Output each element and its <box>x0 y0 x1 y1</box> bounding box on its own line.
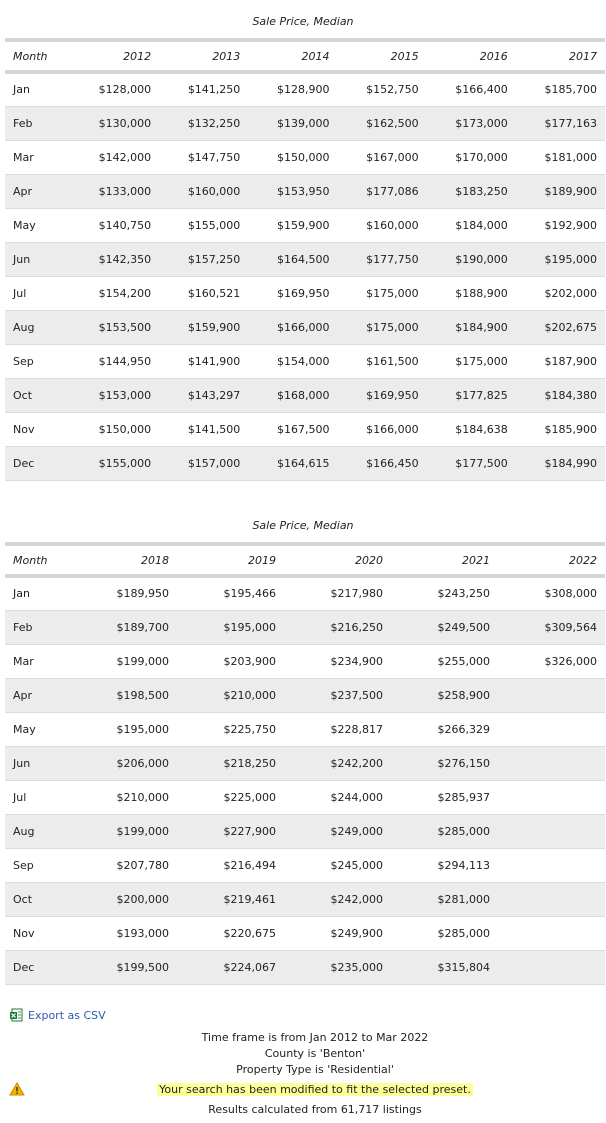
price-cell: $245,000 <box>330 858 383 872</box>
price-cell: $183,250 <box>455 184 508 198</box>
price-cell: $147,750 <box>187 150 241 164</box>
price-cell: $309,564 <box>544 620 597 634</box>
excel-icon <box>9 1008 23 1022</box>
month-cell: Feb <box>13 116 33 130</box>
table-row <box>5 916 605 950</box>
month-cell: Sep <box>13 354 34 368</box>
price-cell: $189,950 <box>116 587 169 601</box>
price-cell: $153,000 <box>98 388 152 402</box>
price-cell: $157,000 <box>187 456 241 470</box>
price-cell: $177,825 <box>455 388 508 402</box>
price-cell: $199,000 <box>116 654 169 668</box>
price-cell <box>498 814 605 848</box>
price-cell: $168,000 <box>276 388 330 402</box>
price-cell: $130,000 <box>98 116 152 130</box>
price-cell: $242,000 <box>330 892 383 906</box>
price-cell: $184,900 <box>455 320 508 334</box>
price-cell: $216,494 <box>223 858 276 872</box>
price-cell: $157,250 <box>187 252 241 266</box>
price-cell <box>498 746 605 780</box>
price-cell: $155,000 <box>98 456 152 470</box>
table1-header-row <box>5 40 605 72</box>
price-cell <box>498 712 605 746</box>
price-cell <box>498 916 605 950</box>
price-cell: $184,990 <box>544 456 597 470</box>
price-cell: $185,900 <box>544 422 597 436</box>
export-csv-label[interactable]: Export as CSV <box>28 1008 106 1022</box>
table-row <box>5 848 605 882</box>
price-cell: $139,000 <box>276 116 330 130</box>
year-header: 2022 <box>498 544 605 576</box>
price-cell: $224,067 <box>223 960 276 974</box>
price-cell: $169,950 <box>276 286 330 300</box>
price-cell: $195,466 <box>223 587 276 601</box>
month-cell: Jan <box>13 587 30 601</box>
table-row <box>5 814 605 848</box>
price-cell: $285,000 <box>437 926 490 940</box>
price-cell: $162,500 <box>366 116 419 130</box>
price-cell: $161,500 <box>366 354 419 368</box>
price-cell: $199,000 <box>116 824 169 838</box>
price-cell: $276,150 <box>437 756 490 770</box>
table-row <box>5 140 605 174</box>
price-cell: $141,250 <box>187 83 241 97</box>
price-cell: $258,900 <box>437 688 490 702</box>
price-cell: $166,450 <box>366 456 419 470</box>
price-cell: $160,000 <box>366 218 419 232</box>
price-cell: $199,500 <box>116 960 169 974</box>
year-header: 2015 <box>337 40 426 72</box>
year-header: 2019 <box>177 544 284 576</box>
price-cell: $144,950 <box>98 354 152 368</box>
month-cell: Jun <box>13 252 31 266</box>
price-cell: $219,461 <box>223 892 276 906</box>
table-row <box>5 174 605 208</box>
price-cell: $159,900 <box>276 218 330 232</box>
price-cell: $315,804 <box>437 960 490 974</box>
price-cell: $195,000 <box>116 722 169 736</box>
price-cell: $203,900 <box>223 654 276 668</box>
price-cell: $249,000 <box>330 824 383 838</box>
table-row <box>5 882 605 916</box>
price-cell: $225,000 <box>223 790 276 804</box>
price-cell: $184,000 <box>455 218 508 232</box>
price-cell: $159,900 <box>187 320 241 334</box>
month-cell: Jul <box>13 286 27 300</box>
month-cell: Sep <box>13 858 34 872</box>
price-cell: $202,675 <box>544 320 597 334</box>
table-row <box>5 576 605 610</box>
table-row <box>5 746 605 780</box>
timeframe-text: Time frame is from Jan 2012 to Mar 2022 <box>201 1031 429 1044</box>
price-cell: $128,900 <box>276 83 330 97</box>
price-cell: $281,000 <box>437 892 490 906</box>
month-cell: Jul <box>13 790 27 804</box>
price-cell: $167,000 <box>366 150 419 164</box>
price-cell: $166,000 <box>366 422 419 436</box>
price-cell: $217,980 <box>330 587 383 601</box>
county-text: County is 'Benton' <box>264 1047 366 1060</box>
price-cell: $185,700 <box>544 83 597 97</box>
month-cell: Jun <box>13 756 31 770</box>
table-row <box>5 644 605 678</box>
month-cell: Aug <box>13 824 35 838</box>
price-cell: $193,000 <box>116 926 169 940</box>
price-cell: $187,900 <box>544 354 597 368</box>
price-cell: $175,000 <box>455 354 508 368</box>
price-cell: $202,000 <box>544 286 597 300</box>
month-cell: Oct <box>13 388 33 402</box>
price-cell: $189,700 <box>116 620 169 634</box>
price-cell: $152,750 <box>366 83 419 97</box>
table-row <box>5 780 605 814</box>
month-cell: Apr <box>13 688 33 702</box>
export-csv-link[interactable] <box>9 1008 106 1022</box>
price-cell: $181,000 <box>544 150 597 164</box>
year-header: 2016 <box>427 40 516 72</box>
month-header: Month <box>5 40 70 72</box>
price-cell: $150,000 <box>98 422 152 436</box>
price-cell: $294,113 <box>437 858 490 872</box>
price-cell: $154,200 <box>98 286 152 300</box>
month-cell: Jan <box>13 83 30 97</box>
table-row <box>5 446 605 480</box>
table-row <box>5 378 605 412</box>
price-cell: $175,000 <box>366 320 419 334</box>
price-cell: $198,500 <box>116 688 169 702</box>
price-cell: $150,000 <box>276 150 330 164</box>
price-cell <box>498 848 605 882</box>
price-cell: $188,900 <box>455 286 508 300</box>
price-cell: $225,750 <box>223 722 276 736</box>
price-cell: $242,200 <box>330 756 383 770</box>
price-cell: $184,380 <box>544 388 597 402</box>
price-cell: $167,500 <box>276 422 330 436</box>
year-header: 2012 <box>70 40 159 72</box>
table-row <box>5 208 605 242</box>
month-cell: Dec <box>13 456 35 470</box>
month-cell: Nov <box>13 926 35 940</box>
price-cell: $210,000 <box>116 790 169 804</box>
month-cell: May <box>13 722 36 736</box>
month-cell: Feb <box>13 620 33 634</box>
price-cell: $164,615 <box>276 456 330 470</box>
price-cell: $255,000 <box>437 654 490 668</box>
month-cell: Mar <box>13 654 34 668</box>
price-cell: $218,250 <box>223 756 276 770</box>
price-cell: $170,000 <box>455 150 508 164</box>
table2-title: Sale Price, Median <box>252 519 354 532</box>
price-cell: $184,638 <box>455 422 508 436</box>
table-row <box>5 310 605 344</box>
price-cell: $153,950 <box>276 184 330 198</box>
price-cell: $220,675 <box>223 926 276 940</box>
price-cell: $169,950 <box>366 388 419 402</box>
year-header: 2014 <box>248 40 337 72</box>
year-header: 2021 <box>391 544 498 576</box>
price-cell: $132,250 <box>187 116 241 130</box>
price-cell <box>498 950 605 984</box>
month-cell: Aug <box>13 320 35 334</box>
price-cell: $177,163 <box>544 116 597 130</box>
price-cell: $155,000 <box>187 218 241 232</box>
month-cell: May <box>13 218 36 232</box>
price-cell <box>498 780 605 814</box>
preset-notice-text: Your search has been modified to fit the selected preset. <box>159 1083 471 1096</box>
month-cell: Oct <box>13 892 33 906</box>
year-header: 2020 <box>284 544 391 576</box>
month-cell: Mar <box>13 150 34 164</box>
price-cell: $308,000 <box>544 587 597 601</box>
price-cell: $141,900 <box>187 354 241 368</box>
sale-price-table-2012-2017 <box>5 38 605 481</box>
price-cell: $237,500 <box>330 688 383 702</box>
price-cell: $128,000 <box>98 83 152 97</box>
price-cell: $235,000 <box>330 960 383 974</box>
price-cell: $234,900 <box>330 654 383 668</box>
price-cell: $133,000 <box>98 184 152 198</box>
price-cell: $192,900 <box>544 218 597 232</box>
table-row <box>5 106 605 140</box>
month-cell: Apr <box>13 184 33 198</box>
price-cell: $210,000 <box>223 688 276 702</box>
table-row <box>5 412 605 446</box>
table-row <box>5 950 605 984</box>
year-header: 2018 <box>70 544 177 576</box>
price-cell: $227,900 <box>223 824 276 838</box>
table-row <box>5 610 605 644</box>
price-cell: $195,000 <box>544 252 597 266</box>
price-cell: $285,937 <box>437 790 490 804</box>
month-cell: Nov <box>13 422 35 436</box>
month-header: Month <box>5 544 70 576</box>
table2-header-row <box>5 544 605 576</box>
price-cell: $175,000 <box>366 286 419 300</box>
price-cell: $206,000 <box>116 756 169 770</box>
table-row <box>5 242 605 276</box>
table-row <box>5 712 605 746</box>
month-cell: Dec <box>13 960 35 974</box>
price-cell: $143,297 <box>187 388 241 402</box>
price-cell: $154,000 <box>276 354 330 368</box>
table1-title: Sale Price, Median <box>252 15 354 28</box>
price-cell: $266,329 <box>437 722 490 736</box>
table-row <box>5 678 605 712</box>
price-cell: $164,500 <box>276 252 330 266</box>
price-cell: $249,900 <box>330 926 383 940</box>
price-cell: $177,500 <box>455 456 508 470</box>
price-cell: $160,000 <box>187 184 241 198</box>
results-count-text: Results calculated from 61,717 listings <box>208 1103 422 1116</box>
price-cell <box>498 882 605 916</box>
price-cell: $189,900 <box>544 184 597 198</box>
price-cell: $166,400 <box>455 83 508 97</box>
table-row <box>5 276 605 310</box>
price-cell: $177,750 <box>366 252 419 266</box>
property-type-text: Property Type is 'Residential' <box>236 1063 394 1076</box>
price-cell: $140,750 <box>98 218 152 232</box>
price-cell: $160,521 <box>187 286 241 300</box>
table-row <box>5 72 605 106</box>
year-header: 2017 <box>516 40 605 72</box>
price-cell: $177,086 <box>366 184 419 198</box>
table-row <box>5 344 605 378</box>
year-header: 2013 <box>159 40 248 72</box>
price-cell: $228,817 <box>330 722 383 736</box>
price-cell: $153,500 <box>98 320 152 334</box>
price-cell: $200,000 <box>116 892 169 906</box>
price-cell: $173,000 <box>455 116 508 130</box>
price-cell: $207,780 <box>116 858 169 872</box>
price-cell: $195,000 <box>223 620 276 634</box>
preset-notice <box>0 1083 606 1096</box>
price-cell: $166,000 <box>276 320 330 334</box>
price-cell <box>498 678 605 712</box>
price-cell: $249,500 <box>437 620 490 634</box>
price-cell: $190,000 <box>455 252 508 266</box>
sale-price-table-2018-2022 <box>5 542 605 985</box>
price-cell: $142,350 <box>98 252 152 266</box>
price-cell: $142,000 <box>98 150 152 164</box>
price-cell: $141,500 <box>187 422 241 436</box>
price-cell: $285,000 <box>437 824 490 838</box>
price-cell: $243,250 <box>437 587 490 601</box>
price-cell: $326,000 <box>544 654 597 668</box>
price-cell: $216,250 <box>330 620 383 634</box>
price-cell: $244,000 <box>330 790 383 804</box>
